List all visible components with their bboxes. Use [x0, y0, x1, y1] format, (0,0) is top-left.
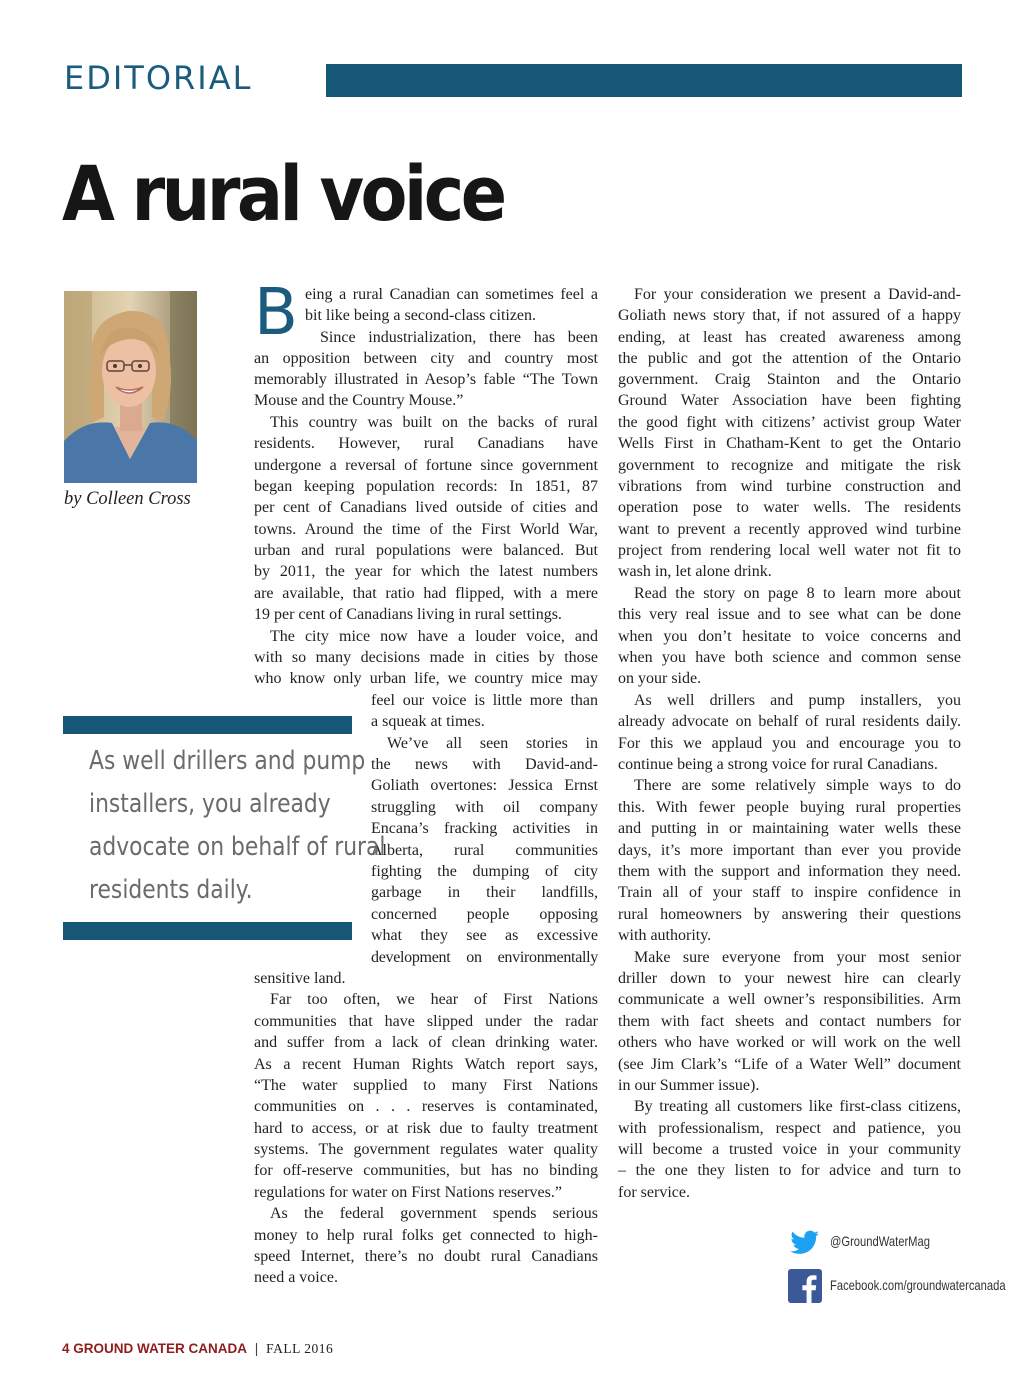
page-number: 4 [62, 1341, 70, 1356]
body-line: bit like being a second-class citizen. [305, 307, 537, 324]
body-line: Train all of your staff to inspire confidence in [618, 884, 961, 901]
facebook-url: Facebook.com/groundwatercanada [830, 1277, 1006, 1293]
body-line: 19 per cent of Canadians living in rural settings. [254, 606, 562, 623]
body-line: towns. Around the time of the First World War, [254, 521, 598, 538]
body-line: driller down to your newest hire can clearly [618, 970, 961, 987]
body-line: Encana’s fracking activities in [371, 820, 598, 837]
body-line: urban and rural populations were balanced. But [254, 542, 598, 559]
body-line: in our Summer issue). [618, 1077, 760, 1094]
body-line: The city mice now have a louder voice, and [270, 628, 598, 645]
body-line: government to recognize and mitigate the risk [618, 457, 961, 474]
pull-quote-top-rule [63, 716, 352, 734]
body-line: Alberta, rural communities [371, 842, 598, 859]
body-line: ending, at least has created awareness among [618, 329, 961, 346]
drop-cap: B [254, 276, 298, 350]
body-line: the public and got the attention of the Ontario [618, 350, 961, 367]
body-line: and putting in or maintaining water wells these [618, 820, 961, 837]
body-line: this very real issue and to see what can be done [618, 606, 961, 623]
body-line: (see Jim Clark’s “Life of a Water Well” document [618, 1056, 961, 1073]
body-line: Since industrialization, there has been [320, 329, 598, 346]
facebook-icon [788, 1269, 822, 1303]
body-line: hard to access, or at risk due to faulty treatment [254, 1120, 598, 1137]
body-line: what they see as excessive [371, 927, 598, 944]
body-line: them with fact sheets and contact numbers for [618, 1013, 961, 1030]
body-line: As well drillers and pump installers, you [634, 692, 961, 709]
body-line: and suffer from a lack of clean drinking water. [254, 1034, 598, 1051]
author-portrait-image [64, 291, 197, 483]
publication-name: GROUND WATER CANADA [73, 1341, 248, 1356]
body-line: rural homeowners by answering their questions [618, 906, 961, 923]
body-line: sensitive land. [254, 970, 346, 987]
body-line: memorably illustrated in Aesop’s fable “The Town [254, 371, 598, 388]
body-line: who know only urban life, we country mice may [254, 670, 598, 687]
twitter-bird-icon [788, 1225, 822, 1259]
body-line: are available, that ratio had flipped, with a mere [254, 585, 598, 602]
twitter-handle: @GroundWaterMag [830, 1233, 930, 1249]
article-headline: A rural voice [62, 149, 504, 238]
pull-quote-line: advocate on behalf of rural [89, 832, 386, 862]
body-line: per cent of Canadians lived outside of cities and [254, 499, 598, 516]
body-line: with authority. [618, 927, 712, 944]
footer-separator: | [254, 1341, 259, 1356]
body-line: the good fight with citizens’ activist group Water [618, 414, 961, 431]
body-line: already advocate on behalf of rural residents daily. [618, 713, 961, 730]
body-line: regulations for water on First Nations reserves.” [254, 1184, 562, 1201]
body-line: the news with David-and- [371, 756, 598, 773]
body-line: with so many decisions made in cities by those [254, 649, 598, 666]
body-line: government. Craig Stainton and the Ontario [618, 371, 961, 388]
body-line: Far too often, we hear of First Nations [270, 991, 598, 1008]
body-line: this. With fewer people buying rural properties [618, 799, 961, 816]
body-line: – the one they listen to for advice and turn to [618, 1162, 961, 1179]
body-line: Goliath news story that, if not assured of a happy [618, 307, 961, 324]
body-line: struggling with oil company [371, 799, 598, 816]
body-line: As a recent Human Rights Watch report says, [254, 1056, 598, 1073]
body-line: for off-reserve communities, but has no binding [254, 1162, 598, 1179]
body-line: vibrations from wind turbine construction and [618, 478, 961, 495]
body-line: concerned people opposing [371, 906, 598, 923]
body-line: communicate a well owner’s responsibilities. Arm [618, 991, 961, 1008]
body-line: eing a rural Canadian can sometimes feel a [305, 286, 598, 303]
body-line: wash in, let alone drink. [618, 563, 772, 580]
body-line: on your side. [618, 670, 702, 687]
body-line: fighting the dumping of city [371, 863, 598, 880]
pull-quote-line: residents daily. [89, 875, 253, 905]
issue-label: FALL 2016 [266, 1341, 334, 1356]
body-line: them with the support and information they need. [618, 863, 961, 880]
body-line: By treating all customers like first-class citizens, [634, 1098, 961, 1115]
body-line: garbage in their landfills, [371, 884, 598, 901]
body-line: undergone a reversal of fortune since government [254, 457, 598, 474]
page-footer [62, 1339, 333, 1359]
body-line: for service. [618, 1184, 690, 1201]
pull-quote-line: As well drillers and pump [89, 746, 366, 776]
body-line: “The water supplied to many First Nations [254, 1077, 598, 1094]
body-line: others who have worked or will work on the well [618, 1034, 961, 1051]
body-line: when you don’t hesitate to voice concerns and [618, 628, 961, 645]
body-line: need a voice. [254, 1269, 338, 1286]
body-line: development on environmentally [371, 949, 598, 966]
body-line: For your consideration we present a David-and- [634, 286, 961, 303]
body-line: We’ve all seen stories in [387, 735, 598, 752]
author-photo [64, 291, 197, 483]
section-label: EDITORIAL [64, 59, 253, 97]
body-line: want to prevent a recently approved wind turbine [618, 521, 961, 538]
body-line: There are some relatively simple ways to do [634, 777, 961, 794]
body-line: Ground Water Association have been fighting [618, 392, 961, 409]
body-line: As the federal government spends serious [270, 1205, 598, 1222]
pull-quote-line: installers, you already [89, 789, 331, 819]
header-rule [326, 64, 962, 97]
body-line: Wells First in Chatham-Kent to get the Ontario [618, 435, 961, 452]
pull-quote-bottom-rule [63, 922, 352, 940]
body-line: Read the story on page 8 to learn more about [634, 585, 961, 602]
body-line: Goliath overtones: Jessica Ernst [371, 777, 598, 794]
body-line: by 2011, the year for which the latest numbers [254, 563, 598, 580]
body-line: when you have both science and common sense [618, 649, 961, 666]
body-line: continue being a strong voice for rural Canadians. [618, 756, 938, 773]
body-line: project from rendering local well water not fit to [618, 542, 961, 559]
body-line: communities that have slipped under the radar [254, 1013, 598, 1030]
body-line: For this we applaud you and encourage you to [618, 735, 961, 752]
body-line: Mouse and the Country Mouse.” [254, 392, 464, 409]
body-line: began keeping population records: In 1851, 87 [254, 478, 598, 495]
body-line: operation pose to water wells. The residents [618, 499, 961, 516]
body-line: a squeak at times. [371, 713, 485, 730]
body-line: money to help rural folks get connected to high- [254, 1227, 598, 1244]
body-line: with professionalism, respect and patience, you [618, 1120, 961, 1137]
body-line: speed Internet, there’s no doubt rural Canadians [254, 1248, 598, 1265]
body-line: will become a trusted voice in your community [618, 1141, 961, 1158]
body-line: days, it’s more important than ever you provide [618, 842, 961, 859]
body-line: an opposition between city and country most [254, 350, 598, 367]
body-line: systems. The government regulates water quality [254, 1141, 598, 1158]
body-line: residents. However, rural Canadians have [254, 435, 598, 452]
body-line: feel our voice is little more than [371, 692, 598, 709]
byline: by Colleen Cross [64, 489, 191, 509]
body-line: communities on . . . reserves is contaminated, [254, 1098, 598, 1115]
body-line: Make sure everyone from your most senior [634, 949, 961, 966]
body-line: This country was built on the backs of rural [270, 414, 598, 431]
